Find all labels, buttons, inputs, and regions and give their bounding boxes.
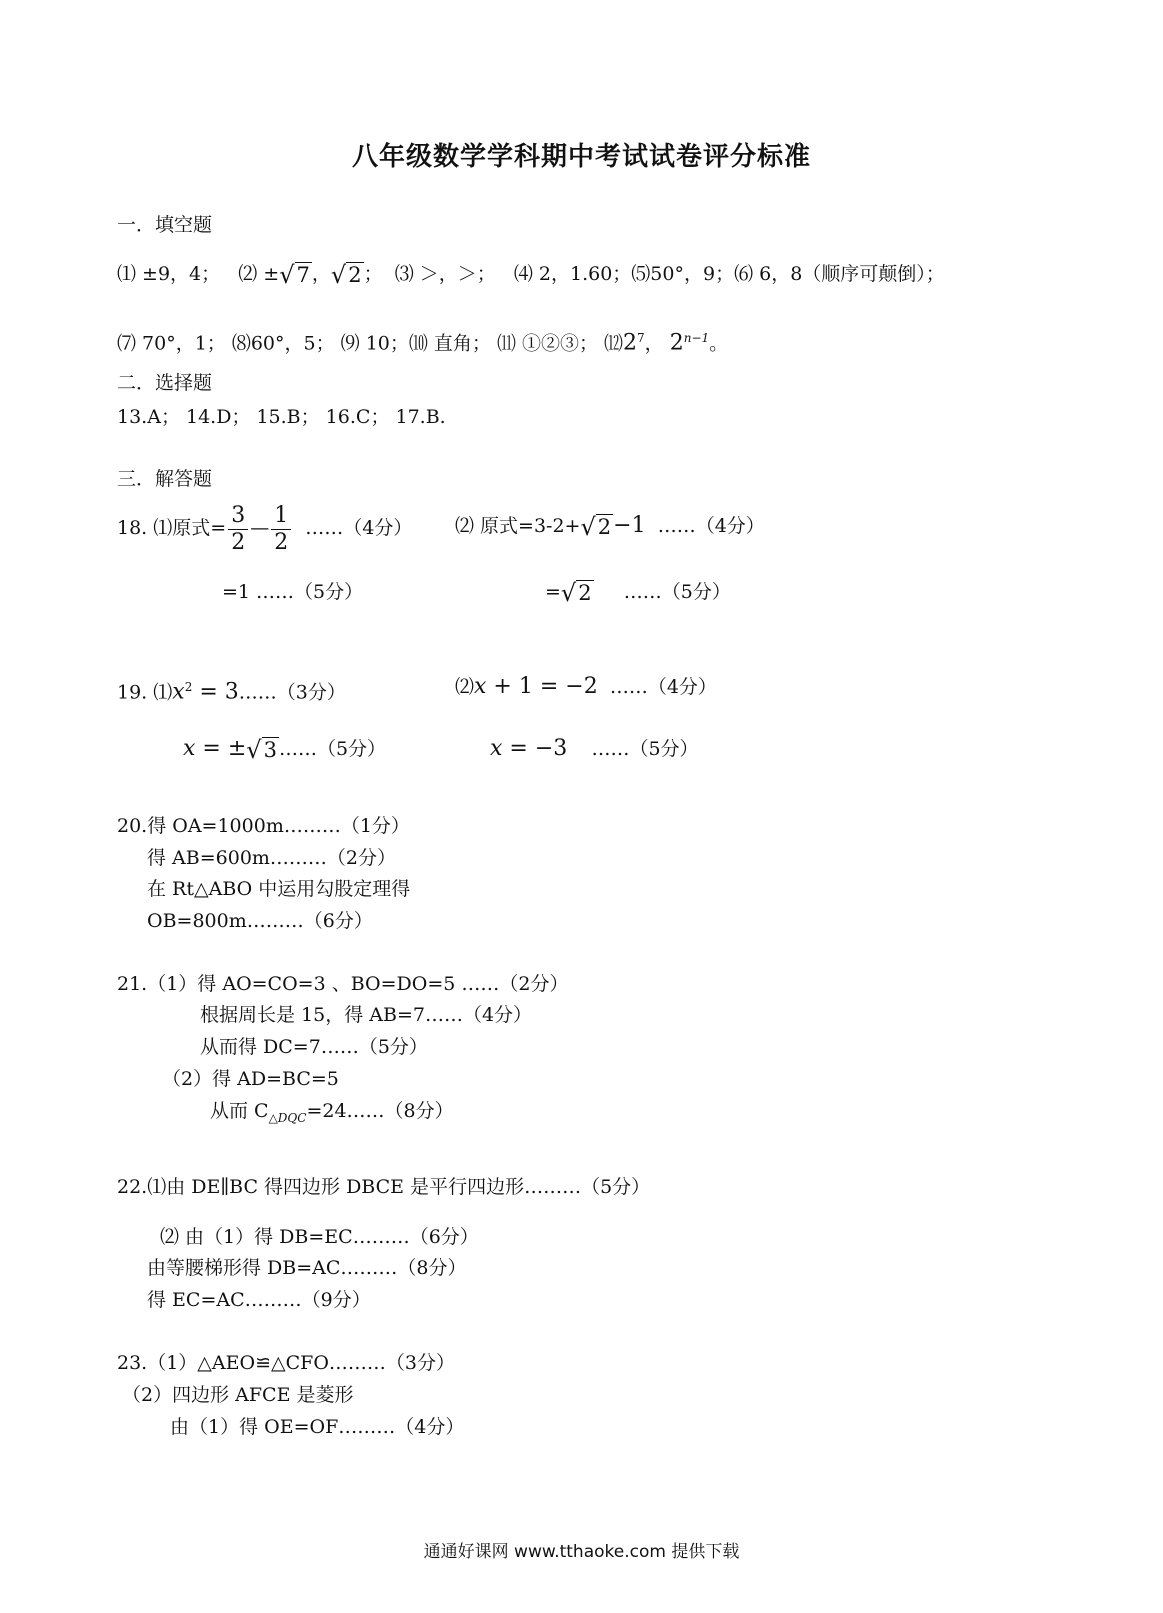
fill-ans-2-end: ； [363,263,383,285]
q19-p1-result-score: ……（5分） [278,738,387,760]
q18-number: 18. [117,517,148,539]
sqrt-2: √ 2 [330,261,362,289]
q18-minus: — [250,517,270,539]
q19-p2-line-1 [455,675,717,699]
frac-num: 3 [228,503,248,530]
equals: = [545,581,561,603]
q20-line-4: OB=800m………（6分） [147,910,373,932]
q19-p2-label: ⑵ [455,676,475,698]
q19-p2-score: ……（4分） [609,676,717,698]
sqrt-2: √ 2 [580,513,612,541]
q19-p1-label: ⑴ [153,681,173,704]
fill-ans-1: ⑴ ±9，4； [117,263,221,285]
fill-ans-2-prefix: ⑵ ± [238,263,280,285]
frac-den: 2 [274,529,289,555]
section-fill-heading: 一．填空题 [117,214,213,236]
q18-p2-rest: −1 [613,513,646,538]
fraction-3-2 [228,503,248,556]
q18-p1-score: ……（4分） [305,517,413,539]
q18-p2-score: ……（4分） [657,515,765,537]
sqrt-7: √ 7 [279,261,310,289]
page-footer: 通通好课网 www.tthaoke.com 提供下载 [423,1542,740,1562]
sqrt-3: √ 3 [246,736,277,764]
q21-line-5 [210,1099,454,1130]
sqrt-2: √ 2 [560,579,592,607]
fill-ans-2-sep: ， [311,263,331,285]
q21-perimeter-value: =24……（8分） [306,1100,454,1122]
q23-line-1: 23.（1）△AEO≌△CFO………（3分） [117,1352,456,1374]
fill-ans-4-6: ⑷ 2，1.60；⑸50°，9；⑹ 6，8（顺序可颠倒）； [513,263,945,285]
section-choice-heading: 二．选择题 [117,372,213,394]
choice-answers: 13.A； 14.D； 15.B； 16.C； 17.B. [117,406,446,428]
q22-line-2: ⑵ 由（1）得 DB=EC………（6分） [160,1226,479,1248]
radicand-2: 2 [348,263,362,287]
q21-perimeter-label: 从而 C [210,1100,269,1122]
page-title: 八年级数学学科期中考试试卷评分标准 [351,142,811,172]
power-sep: ， [644,332,664,355]
q19-number: 19. [117,681,148,704]
fraction-1-2 [271,503,291,556]
radicand-3: 3 [263,738,277,762]
section-solve-heading: 三．解答题 [117,468,213,490]
q18-p2-line-1 [455,514,765,540]
exp: 2 [184,680,193,694]
q21-line-1: 21.（1）得 AO=CO=3 、BO=DO=5 ……（2分） [117,973,569,995]
power-base-1: 2 [623,330,638,356]
q21-line-2: 根据周长是 15，得 AB=7……（4分） [200,1004,533,1026]
q18-p1-result: =1 ……（5分） [222,581,364,603]
fill-answers-line-1 [117,262,945,288]
fill-ans-7-12: ⑺ 70°，1； ⑻60°，5； ⑼ 10；⑽ 直角； ⑾ ①②③； ⑿ [117,332,624,355]
frac-den: 2 [231,529,246,555]
var-x: x [172,679,185,705]
q18-p2-result-score: ……（5分） [623,581,731,603]
q20-line-2: 得 AB=600m………（2分） [147,847,397,869]
plus-minus: = ± [195,736,247,761]
q21-perimeter-sub: △DQC [268,1110,307,1125]
power-exp-1: 7 [637,331,645,345]
q19-p2-result-eq: = −3 [502,736,568,761]
fill-answers-line-2 [117,326,728,355]
q19-p1-score: ……（3分） [238,681,346,704]
q23-line-3: 由（1）得 OE=OF………（4分） [170,1416,465,1438]
q22-line-1: 22.⑴由 DE∥BC 得四边形 DBCE 是平行四边形………（5分） [117,1176,651,1198]
q18-line-1 [117,502,412,556]
power-base-2: 2 [669,330,684,356]
radicand-2: 2 [578,581,592,605]
q19-line-1 [117,675,346,704]
q21-line-3: 从而得 DC=7……（5分） [200,1036,428,1058]
power-exp-2: n−1 [683,331,710,345]
frac-num: 1 [271,503,291,530]
q22-line-3: 由等腰梯形得 DB=AC………（8分） [147,1257,467,1279]
radicand-7: 7 [296,263,310,287]
q19-p2-eq: + 1 = −2 [486,674,598,699]
q20-line-1: 20.得 OA=1000m………（1分） [117,815,410,837]
var-x: x [183,736,196,761]
q19-p1-result [183,737,386,763]
q20-line-3: 在 Rt△ABO 中运用勾股定理得 [147,878,411,900]
fill-ans-3: ⑶ ＞，＞； [394,263,496,285]
q19-p2-result [490,737,699,761]
line-end: 。 [709,332,729,355]
q18-p2-label: ⑵ 原式=3-2+ [455,515,581,537]
var-x: x [490,736,503,761]
q19-p2-result-score: ……（5分） [591,738,699,760]
q18-p1-label: ⑴原式= [153,517,227,539]
q23-line-2: （2）四边形 AFCE 是菱形 [122,1384,354,1406]
radicand-2: 2 [597,515,612,539]
q22-line-4: 得 EC=AC………（9分） [147,1289,371,1311]
q19-p1-eq: = 3 [192,679,239,705]
q21-line-4: （2）得 AD=BC=5 [162,1068,339,1090]
var-x: x [474,674,487,699]
q18-p2-result [545,580,731,606]
